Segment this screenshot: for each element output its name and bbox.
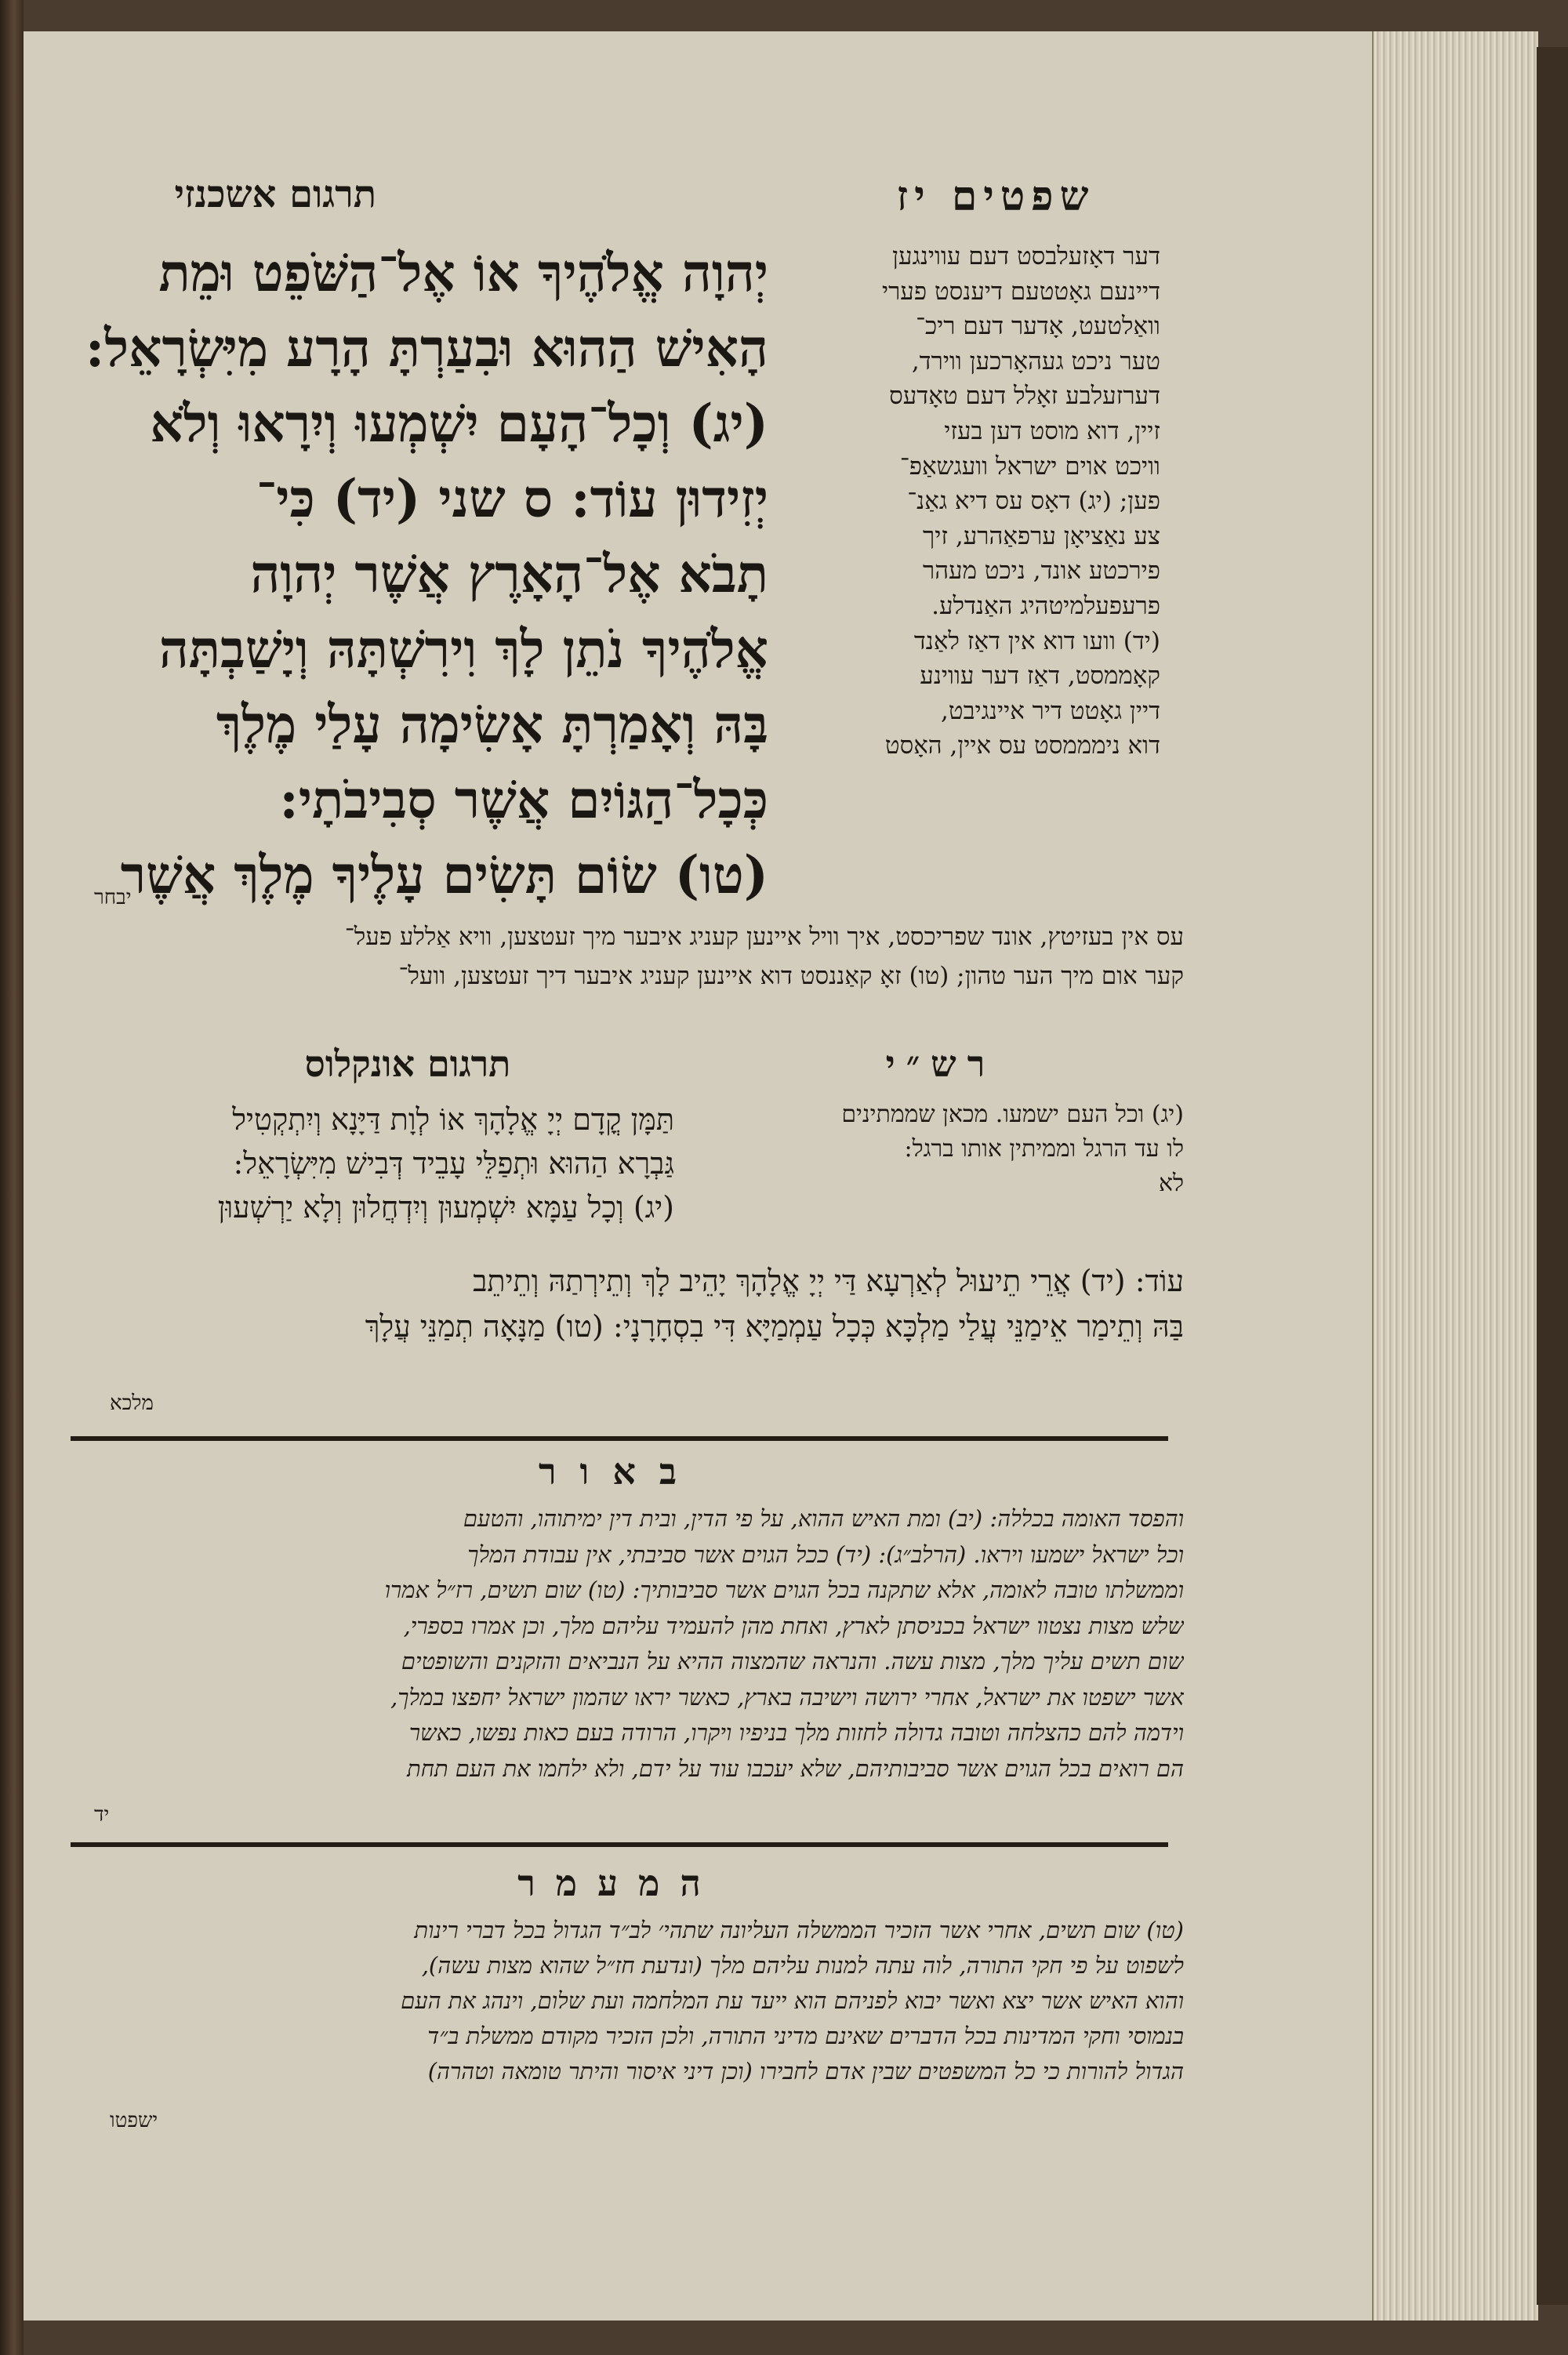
translation-line: וואַלטעט, אָדער דעם ריכ־	[916, 312, 1160, 341]
translation-line: פירכטע אונד, ניכט מעהר	[922, 557, 1160, 586]
bible-line: (טו) שׂוֹם תָּשִׂים עָלֶיךָ מֶלֶךְ אֲשֶׁר	[120, 844, 768, 905]
translation-line: זיין, דוא מוסט דען בעזי	[944, 416, 1160, 445]
beur-line: שלש מצות נצטוו ישראל בכניסתן לארץ, ואחת מהן להעמיד עליהם מלך, וכן אמרו בספרי,	[403, 1612, 1184, 1639]
translation-line: דוא נימממסט עס איין, האָסט	[884, 731, 1160, 760]
hameamer-line: הגדול להורות כי כל המשפטים שבין אדם לחבירו (וכן דיני איסור והיתר טומאה וטהרה)	[427, 2058, 1184, 2085]
bible-line: בָּהּ וְאָמַרְתָּ אָשִׂימָה עָלַי מֶלֶךְ	[216, 694, 768, 755]
rashi-line: לו עד הרגל וממיתין אותו ברגל:	[904, 1135, 1184, 1163]
beur-line: וממשלתו טובה לאומה, אלא שתקנה בכל הגוים אשר סביבותיך: (טו) שום תשים, רז״ל אמרו	[384, 1577, 1184, 1603]
section-divider	[71, 1436, 1168, 1441]
onkelos-line: (יג) וְכָל עַמָּא יִשְׁמְעוּן וְיִדְחֲלוּן וְלָא יַרְשְׁעוּן	[217, 1190, 674, 1225]
translation-line: דער דאָזעלבסט דעם עווינגען	[892, 242, 1160, 270]
book-spine	[0, 0, 24, 2355]
translation-line: קאָממסט, דאַז דער עווינע	[920, 662, 1160, 691]
rashi-line: לא	[1158, 1170, 1184, 1197]
page-edges	[1372, 31, 1538, 2321]
hameamer-line: בנמוסי וחקי המדינות בכל הדברים שאינם מדיני התורה, ולכן הזכיר מקודם ממשלת ב״ד	[427, 2023, 1184, 2049]
onkelos-line: תַּמָּן קֳדָם יְיָ אֱלָהָךְ אוֹ לְוָת דַּיָּנָא וְיִתְקְטִיל	[232, 1102, 674, 1137]
translation-line: דיינעם גאָטטעם דיענסט פערי	[881, 277, 1160, 306]
book-running-title: שפטים יז	[896, 172, 1095, 220]
translation-line: עס אין בעזיטץ, אונד שפריכסט, איך וויל איינען קעניג איבער מיך זעטצען, וויא אַללע פעל־	[344, 923, 1184, 951]
beur-catchword: יד	[94, 1803, 110, 1827]
beur-title: באור	[538, 1450, 701, 1493]
onkelos-line: בַּהּ וְתֵימַר אֵימַנֵּי עֲלַי מַלְכָּא כְּכָל עַמְמַיָּא דִּי בִסְחָרָנָי: (טו) מַנָּאָה תְמַנֵּי עֲלָךְ	[365, 1309, 1184, 1344]
beur-line: והפסד האומה בכללה: (יב) ומת האיש ההוא, על פי הדין, ובית דין ימיתוהו, והטעם	[463, 1505, 1184, 1532]
rashi-title: רש״י	[885, 1043, 996, 1085]
beur-line: אשר ישפטו את ישראל, אחרי ירושה וישיבה בארץ, כאשר יראו שהמון ישראל יחפצו במלך,	[390, 1683, 1184, 1711]
hameamer-title: המעמר	[517, 1862, 721, 1904]
translation-line: דערזעלבע זאָלל דעם טאָדעס	[889, 382, 1160, 411]
section-divider	[71, 1842, 1168, 1847]
onkelos-line: גַּבְרָא הַהוּא וּתְפַלֵּי עָבֵיד דְּבִישׁ מִיִּשְׂרָאֵל:	[233, 1146, 674, 1181]
translation-line: קער אום מיך הער טהון; (טו) זאָ קאַננסט דוא איינען קעניג איבער דיך זעטצען, וועל־	[398, 962, 1184, 990]
bible-catchword: יבחר	[94, 886, 132, 909]
translation-column-title: תרגום אשכנזי	[174, 172, 376, 216]
beur-line: הם רואים בכל הגוים אשר סביבותיהם, שלא יעכבו עוד על ידם, ולא ילחמו את העם תחת	[407, 1754, 1184, 1782]
hameamer-commentary	[71, 1913, 1184, 2089]
onkelos-full-width	[31, 1258, 1184, 1349]
translation-line: פרעפעלמיטהיג האַנדלע.	[931, 591, 1160, 620]
beur-line: וידמה להם כהצלחה וטובה גדולה לחזות מלך בניפיו ויקרו, הרודה בעם כאות נפשו, כאשר	[408, 1719, 1184, 1746]
onkelos-title: תרגום אונקלוס	[304, 1043, 511, 1085]
translation-line: פען; (יג) דאָס עס דיא גאַנ־	[907, 487, 1160, 516]
translation-line: וויכט אוים ישראל וועגשאַפ־	[899, 452, 1160, 481]
beur-commentary	[71, 1501, 1184, 1787]
bible-line: כְּכָל־הַגּוֹיִם אֲשֶׁר סְבִיבֹתָי:	[279, 769, 768, 830]
rashi-line: (יג) וכל העם ישמעו. מכאן שממתינים	[841, 1101, 1184, 1128]
hameamer-line: (טו) שום תשים, אחרי אשר הזכיר הממשלה העליונה שתהי׳ לב״ד הגדול בכל דברי רינות	[414, 1917, 1184, 1943]
bible-text-column	[31, 235, 768, 913]
translation-line: טער ניכט געהאָרכען ווירד,	[911, 347, 1160, 376]
onkelos-catchword: מלכא	[110, 1392, 154, 1415]
translation-full-width-lines	[31, 917, 1184, 996]
bible-line: אֱלֹהֶיךָ נֹתֵן לָךְ וִירִשְׁתָּהּ וְיָשַׁבְתָּה	[158, 619, 768, 680]
hameamer-line: והוא האיש אשר יצא ואשר יבוא לפניהם הוא ייעד עת המלחמה ועת שלום, וינהג את העם	[401, 1987, 1184, 2014]
onkelos-column	[31, 1098, 674, 1229]
bible-line: תָבֹא אֶל־הָאָרֶץ אֲשֶׁר יְהוָה	[250, 543, 768, 604]
onkelos-line: עוֹד: (יד) אֲרֵי תֵיעוּל לְאַרְעָא דַּי יְיָ אֱלָהָךְ יָהֵיב לָךְ וְתֵירְתַהּ וְתֵיתֵב	[473, 1264, 1184, 1298]
bible-line: יְהוָה אֱלֹהֶיךָ אוֹ אֶל־הַשֹּׁפֵט וּמֵת	[158, 242, 768, 303]
ashkenazi-translation-column	[792, 239, 1160, 764]
hameamer-line: לשפוט על פי חקי התורה, לוה עתה למנות עליהם מלך (ונדעת חז״ל שהוא מצות עשה),	[421, 1952, 1184, 1979]
book-cover-edge	[1537, 47, 1568, 2305]
rashi-column	[706, 1098, 1184, 1201]
bible-line: יְזִידוּן עוֹד: ס שני (יד) כִּי־	[256, 468, 768, 529]
bible-line: הָאִישׁ הַהוּא וּבִעַרְתָּ הָרָע מִיִּשְׂרָאֵל:	[85, 318, 768, 379]
translation-line: (יד) וועו דוא אין דאַז לאַנד	[913, 626, 1160, 655]
hameamer-catchword: ישפטו	[110, 2109, 158, 2132]
translation-line: דיין גאָטט דיר איינגיבט,	[941, 696, 1160, 725]
beur-line: שום תשים עליך מלך, מצות עשה. והנראה שהמצוה ההיא על הנביאים והזקנים והשופטים	[401, 1648, 1184, 1675]
translation-line: צע נאַציאָן ערפאַהרע, זיך	[923, 521, 1160, 550]
beur-line: וכל ישראל ישמעו ויראו. (הרלב״ג): (יד) ככל הגוים אשר סביבתי, אין עבודת המלך	[467, 1540, 1184, 1568]
bible-line: (יג) וְכָל־הָעָם יִשְׁמְעוּ וְיִרָאוּ וְלֹא	[150, 393, 768, 454]
